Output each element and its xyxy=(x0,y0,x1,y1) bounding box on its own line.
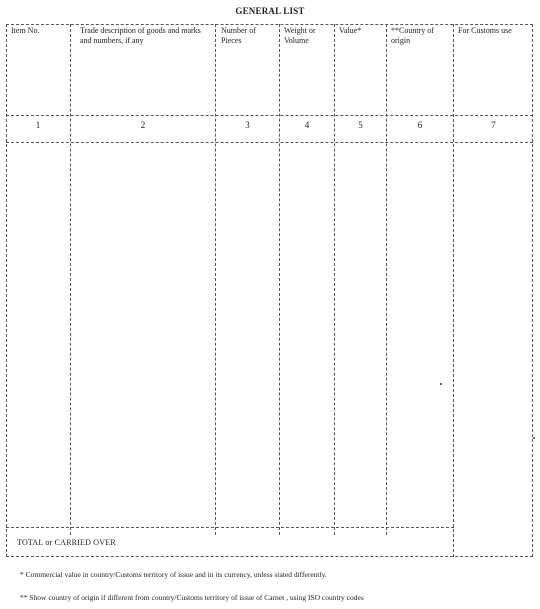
column-number: 2 xyxy=(140,120,146,130)
header-number-of-pieces: Number of Pieces xyxy=(221,26,256,45)
column-divider xyxy=(453,24,454,557)
column-number: 6 xyxy=(417,120,423,130)
scan-speck xyxy=(533,437,535,439)
header-item-no: Item No. xyxy=(11,26,40,35)
header-divider xyxy=(6,115,533,116)
column-number: 1 xyxy=(35,120,41,130)
header-value: Value* xyxy=(339,26,362,35)
number-row-divider xyxy=(6,142,533,143)
total-carried-over-label: TOTAL or CARRIED OVER xyxy=(17,538,116,547)
page-title: GENERAL LIST xyxy=(235,6,305,16)
column-divider xyxy=(386,24,387,535)
scan-speck xyxy=(440,383,442,385)
footnote-country-of-origin: ** Show country of origin if different from country/Customs territory of issue of Carnet , using ISO country codes xyxy=(20,593,364,602)
column-divider xyxy=(334,24,335,535)
header-customs-use: For Customs use xyxy=(458,26,512,35)
column-divider xyxy=(215,24,216,535)
column-divider xyxy=(70,24,71,535)
column-number: 3 xyxy=(245,120,250,130)
footnote-value: * Commercial value in country/Customs territory of issue and in its currency, unless stated differently. xyxy=(20,570,327,579)
total-row-divider xyxy=(6,527,454,528)
column-number: 7 xyxy=(491,120,496,130)
header-trade-description: Trade description of goods and marks and numbers, if any xyxy=(80,26,201,45)
column-number: 4 xyxy=(304,120,310,130)
header-country-of-origin: **Country of origin xyxy=(391,26,434,45)
column-divider xyxy=(279,24,280,535)
column-number: 5 xyxy=(358,120,363,130)
header-weight-or-volume: Weight or Volume xyxy=(284,26,316,45)
